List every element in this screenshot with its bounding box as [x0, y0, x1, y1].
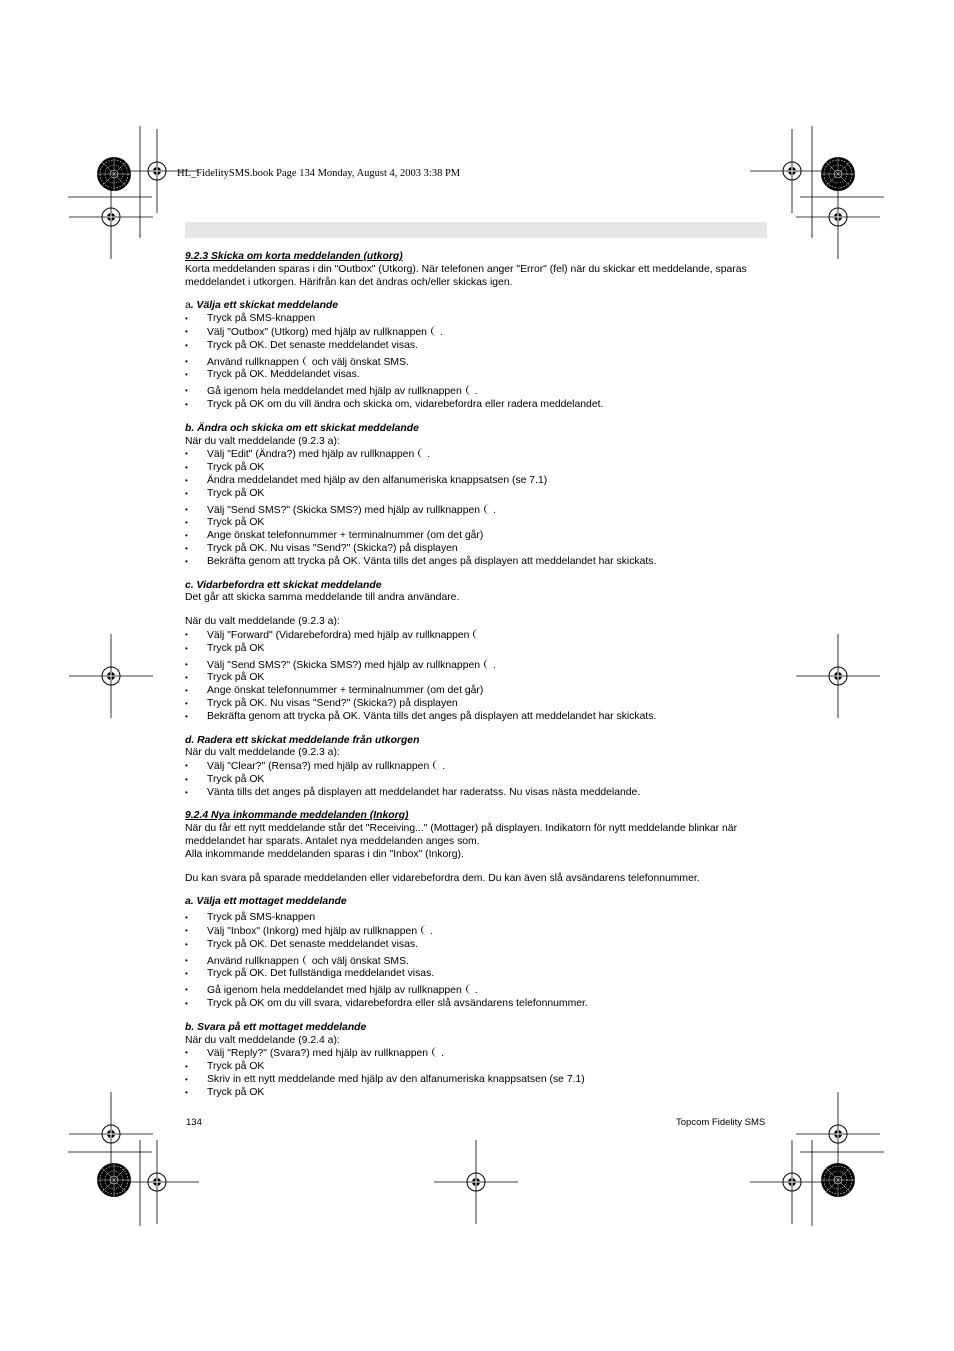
page-content	[185, 251, 770, 1100]
subsection-title: b. Svara på ett mottaget meddelande	[185, 1021, 367, 1033]
scroll-key-icon	[303, 955, 310, 965]
list-item: • Tryck på OK om du vill svara, vidarebefordra eller slå avsändarens telefonnummer.	[185, 998, 770, 1011]
list-item: • Tryck på OK. Nu visas "Send?" (Skicka?) på displayen	[185, 698, 770, 711]
list-item: • Använd rullknappen och välj önskat SMS.	[185, 955, 770, 969]
list-item: • Tryck på OK	[185, 643, 770, 656]
section-intro: Korta meddelanden sparas i din "Outbox" (Utkorg). När telefonen anger "Error" (fel) när du skickar ett meddelande, sparas meddelandet i utkorgen. Härifrån kan det ändras och/eller skickas igen.	[185, 263, 747, 288]
section-paragraph: Du kan svara på sparade meddelanden eller vidarebefordra dem. Du kan även slå avsändarens telefonnummer.	[185, 872, 700, 884]
scroll-key-icon	[466, 984, 473, 994]
list-item: • Gå igenom hela meddelandet med hjälp av rullknappen .	[185, 385, 770, 399]
list-item: • Vänta tills det anges på displayen att meddelandet har raderatss. Nu visas nästa meddelande.	[185, 787, 770, 800]
subsection-title: a. Välja ett mottaget meddelande	[185, 896, 347, 908]
list-item: • Tryck på OK. Det senaste meddelandet visas.	[185, 340, 770, 353]
subsection-title: d. Radera ett skickat meddelande från utkorgen	[185, 734, 420, 746]
list-item: • Välj "Send SMS?" (Skicka SMS?) med hjälp av rullknappen .	[185, 659, 770, 673]
subsection-intro: Det går att skicka samma meddelande till andra användare.	[185, 592, 460, 604]
list-item: • Använd rullknappen och välj önskat SMS.	[185, 356, 770, 370]
list-item: • Tryck på OK om du vill ändra och skicka om, vidarebefordra eller radera meddelandet.	[185, 399, 770, 412]
subsection-title: b. Ändra och skicka om ett skickat meddelande	[185, 422, 419, 434]
print-header: HL_FidelitySMS.book Page 134 Monday, August 4, 2003 3:38 PM	[177, 168, 461, 179]
list-item: • Tryck på OK. Det fullständiga meddelandet visas.	[185, 968, 770, 981]
scroll-key-icon	[466, 385, 473, 395]
section-title-9-2-4: 9.2.4 Nya inkommande meddelanden (Inkorg)	[185, 810, 409, 822]
scroll-key-icon	[432, 1047, 439, 1057]
list-item: • Tryck på OK. Meddelandet visas.	[185, 369, 770, 382]
scroll-key-icon	[421, 925, 428, 935]
list-item: • Ändra meddelandet med hjälp av den alfanumeriska knappsatsen (se 7.1)	[185, 475, 770, 488]
list-item: • Välj "Outbox" (Utkorg) med hjälp av rullknappen .	[185, 326, 770, 340]
list-item: • Tryck på OK	[185, 462, 770, 475]
list-item: • Tryck på OK	[185, 774, 770, 787]
list-item: • Välj "Clear?" (Rensa?) med hjälp av rullknappen .	[185, 760, 770, 774]
scroll-key-icon	[484, 659, 491, 669]
scroll-key-icon	[431, 326, 438, 336]
list-item: • Tryck på OK	[185, 1061, 770, 1074]
page-number: 134	[186, 1117, 202, 1128]
list-item: • Tryck på OK	[185, 517, 770, 530]
list-item: • Tryck på OK	[185, 488, 770, 501]
subsection-intro: När du valt meddelande (9.2.3 a):	[185, 747, 340, 759]
list-item: • Tryck på OK	[185, 672, 770, 685]
subsection-intro: När du valt meddelande (9.2.4 a):	[185, 1034, 340, 1046]
list-item: • Bekräfta genom att trycka på OK. Vänta tills det anges på displayen att meddelandet har skickats.	[185, 556, 770, 569]
list-item: • Gå igenom hela meddelandet med hjälp av rullknappen .	[185, 984, 770, 998]
footer-brand: Topcom Fidelity SMS	[676, 1117, 766, 1128]
subsection-title: a. Välja ett skickat meddelande	[185, 300, 339, 312]
list-item: • Ange önskat telefonnummer + terminalnummer (om det går)	[185, 685, 770, 698]
section-paragraph: När du får ett nytt meddelande står det "Receiving..." (Mottager) på displayen. Indikatorn för nytt meddelande blinkar när meddelandet har sparats. Antalet nya meddelanden anges som.	[185, 823, 738, 848]
scroll-key-icon	[418, 448, 425, 458]
section-title-9-2-3: 9.2.3 Skicka om korta meddelanden (utkorg)	[185, 251, 403, 262]
list-item: • Välj "Inbox" (Inkorg) med hjälp av rullknappen .	[185, 925, 770, 939]
list-item: • Tryck på OK. Det senaste meddelandet visas.	[185, 939, 770, 952]
list-item: • Tryck på OK. Nu visas "Send?" (Skicka?) på displayen	[185, 543, 770, 556]
scroll-key-icon	[484, 504, 491, 514]
section-paragraph: Alla inkommande meddelanden sparas i din "Inbox" (Inkorg).	[185, 848, 464, 860]
list-item: • Välj "Send SMS?" (Skicka SMS?) med hjälp av rullknappen .	[185, 504, 770, 518]
list-item: • Tryck på SMS-knappen	[185, 912, 770, 925]
scroll-key-icon	[473, 629, 480, 639]
list-item: • Välj "Forward" (Vidarebefordra) med hjälp av rullknappen	[185, 629, 770, 643]
list-item: • Bekräfta genom att trycka på OK. Vänta tills det anges på displayen att meddelandet har skickats.	[185, 711, 770, 724]
list-item: • Tryck på OK	[185, 1087, 770, 1100]
list-item: • Välj "Edit" (Ändra?) med hjälp av rullknappen .	[185, 448, 770, 462]
scroll-key-icon	[303, 356, 310, 366]
list-item: • Ange önskat telefonnummer + terminalnummer (om det går)	[185, 530, 770, 543]
list-item: • Skriv in ett nytt meddelande med hjälp av den alfanumeriska knappsatsen (se 7.1)	[185, 1074, 770, 1087]
header-band	[185, 222, 767, 238]
scroll-key-icon	[433, 760, 440, 770]
subsection-intro: När du valt meddelande (9.2.3 a):	[185, 616, 340, 628]
subsection-intro: När du valt meddelande (9.2.3 a):	[185, 435, 340, 447]
subsection-title: c. Vidarbefordra ett skickat meddelande	[185, 579, 382, 591]
list-item: • Tryck på SMS-knappen	[185, 313, 770, 326]
list-item: • Välj "Reply?" (Svara?) med hjälp av rullknappen .	[185, 1047, 770, 1061]
